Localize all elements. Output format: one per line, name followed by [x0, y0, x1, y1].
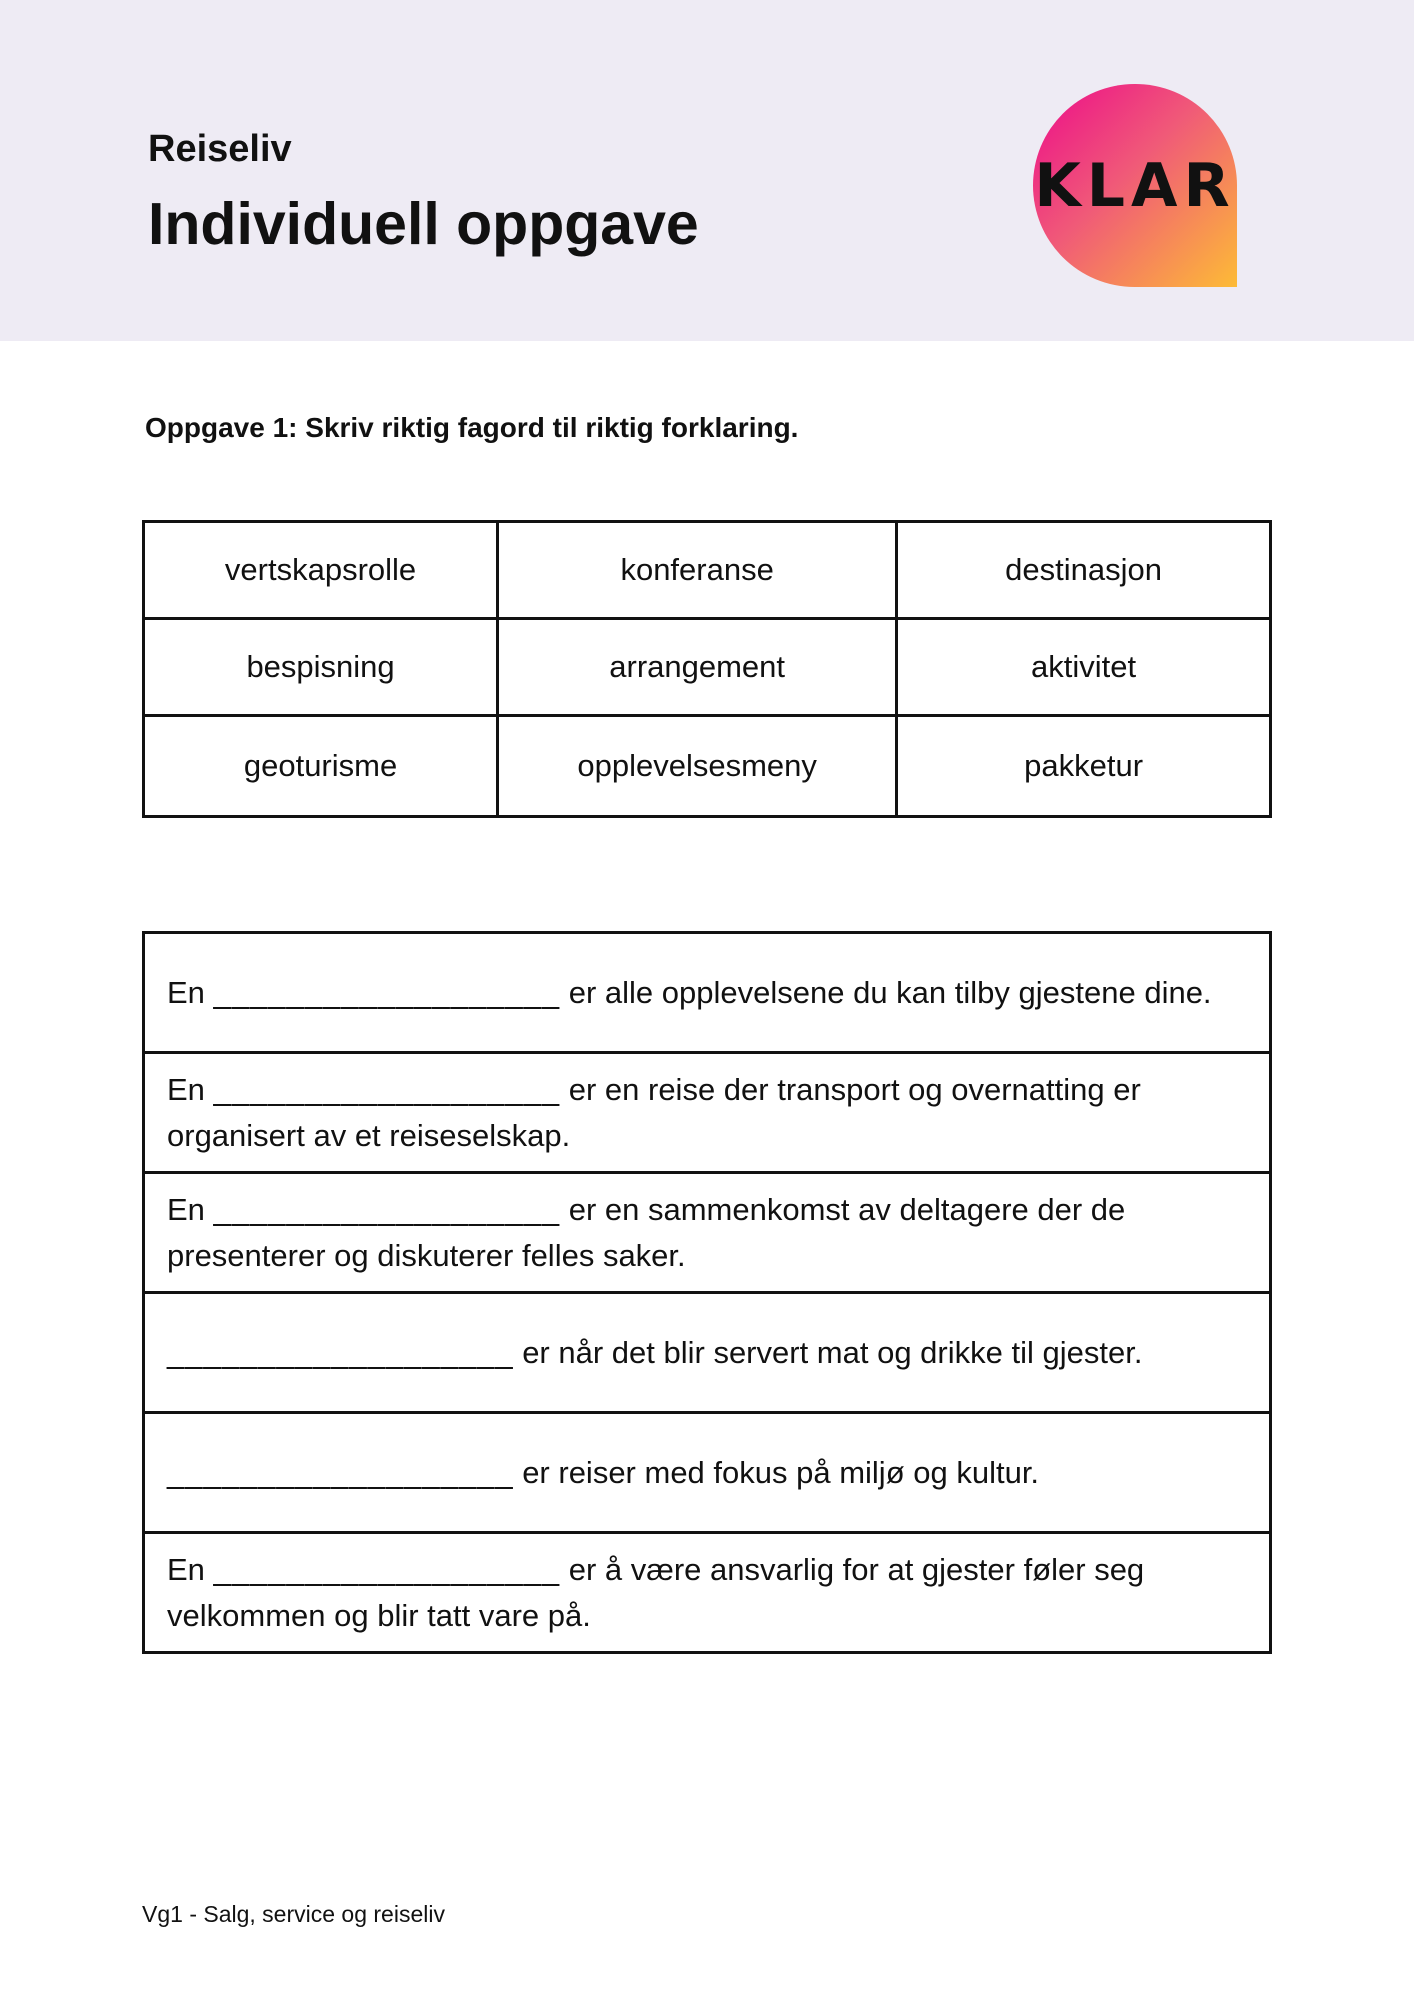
sentence-text: er å være ansvarlig for at gjester føler seg velkommen og blir tatt vare på. [167, 1551, 1145, 1633]
sentence-text: er en sammenkomst av deltagere der de presenterer og diskuterer felles saker. [167, 1191, 1126, 1273]
sentence-cell [144, 1413, 1271, 1533]
sentence-row [144, 933, 1271, 1053]
sentence-text: er alle opplevelsene du kan tilby gjestene dine. [560, 974, 1212, 1010]
klar-logo [1033, 84, 1237, 287]
sentence-cell [144, 1053, 1271, 1173]
sentence-row [144, 1173, 1271, 1293]
sentence-text: er reiser med fokus på miljø og kultur. [513, 1454, 1040, 1490]
footer-text: Vg1 - Salg, service og reiseliv [142, 1901, 445, 1927]
sentence-prefix: En [167, 1071, 214, 1107]
word-bank-cell: konferanse [498, 522, 897, 619]
subject-label: Reiseliv [148, 128, 292, 170]
sentence-prefix: En [167, 1191, 214, 1227]
sentence-cell [144, 933, 1271, 1053]
answer-blank[interactable]: ___________________ [213, 1191, 561, 1227]
task-instruction: Oppgave 1: Skriv riktig fagord til riktig forklaring. [145, 412, 799, 443]
logo-text: KLAR [1034, 150, 1236, 221]
answer-blank[interactable]: ___________________ [213, 974, 561, 1010]
word-bank-cell: geoturisme [144, 716, 498, 817]
word-bank-cell: vertskapsrolle [144, 522, 498, 619]
answer-blank[interactable]: ___________________ [213, 1551, 561, 1587]
answer-blank[interactable]: ___________________ [167, 1334, 514, 1370]
sentence-row [144, 1413, 1271, 1533]
sentence-row [144, 1053, 1271, 1173]
word-bank-cell: bespisning [144, 619, 498, 716]
sentence-table [142, 931, 1272, 1654]
word-bank-cell: aktivitet [897, 619, 1271, 716]
sentence-prefix: En [167, 1551, 214, 1587]
word-bank-table [142, 520, 1272, 818]
answer-blank[interactable]: ___________________ [167, 1454, 514, 1490]
sentence-cell [144, 1173, 1271, 1293]
answer-blank[interactable]: ___________________ [213, 1071, 561, 1107]
sentence-cell [144, 1533, 1271, 1653]
sentence-row [144, 1293, 1271, 1413]
sentence-cell [144, 1293, 1271, 1413]
word-bank-cell: pakketur [897, 716, 1271, 817]
sentence-text: er en reise der transport og overnatting er organisert av et reiseselskap. [167, 1071, 1141, 1153]
header-banner [0, 0, 1414, 341]
sentence-row [144, 1533, 1271, 1653]
sentence-prefix: En [167, 974, 214, 1010]
word-bank-cell: arrangement [498, 619, 897, 716]
page-title: Individuell oppgave [148, 191, 699, 257]
sentence-text: er når det blir servert mat og drikke til gjester. [513, 1334, 1143, 1370]
word-bank-cell: opplevelsesmeny [498, 716, 897, 817]
word-bank-cell: destinasjon [897, 522, 1271, 619]
